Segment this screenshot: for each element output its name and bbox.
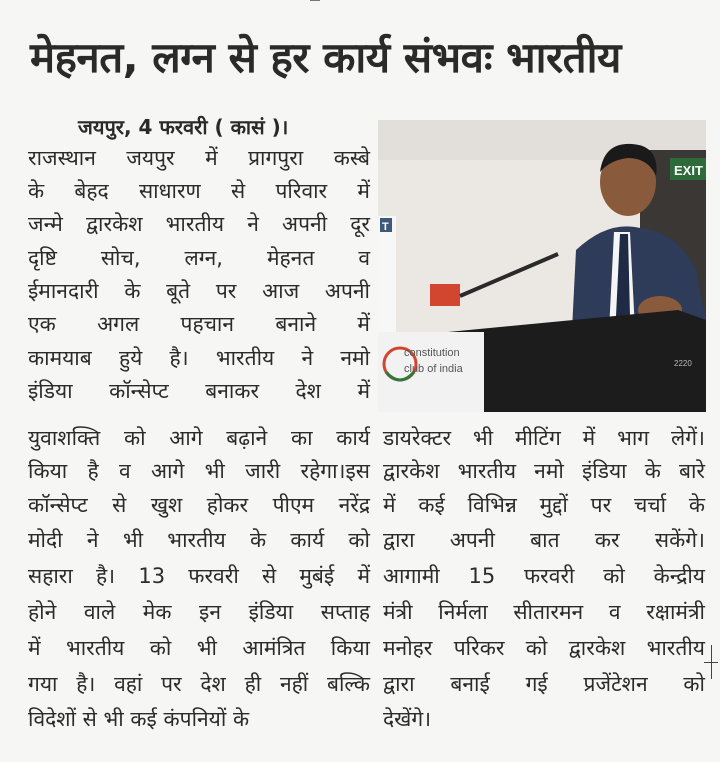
- body-line-left: मोदी ने भी भारतीय के कार्य को: [28, 528, 370, 552]
- podium-label: 2220: [674, 359, 692, 368]
- body-line-left: में भारतीय को भी आमंत्रित किया: [28, 636, 370, 660]
- article-photo: [378, 120, 706, 412]
- logo-text-line1: constitution: [404, 347, 460, 359]
- body-line-left: किया है व आगे भी जारी रहेगा।इस: [28, 459, 370, 483]
- body-line-right: द्वारा बनाई गई प्रजेंटेशन को: [383, 672, 705, 696]
- crop-mark: [310, 0, 320, 5]
- body-line-right: में कई विभिन्न मुद्दों पर चर्चा के: [383, 493, 705, 517]
- body-line-right: देखेंगे।: [383, 707, 432, 731]
- body-line-left: युवाशक्ति को आगे बढ़ाने का कार्य: [28, 426, 370, 450]
- banner-letter: T: [382, 221, 389, 233]
- body-line-left: ईमानदारी के बूते पर आज अपनी: [28, 279, 370, 303]
- body-line-left: राजस्थान जयपुर में प्रागपुरा कस्बे: [28, 146, 370, 170]
- body-line-right: मंत्री निर्मला सीतारमन व रक्षामंत्री: [383, 600, 705, 624]
- body-line-left: इंडिया कॉन्सेप्ट बनाकर देश में: [28, 379, 370, 403]
- body-line-left: गया है। वहां पर देश ही नहीं बल्कि: [28, 672, 370, 696]
- exit-sign-text: EXIT: [674, 163, 703, 178]
- logo-text-line2: club of india: [404, 363, 463, 375]
- body-line-right: आगामी 15 फरवरी को केन्द्रीय: [383, 564, 705, 588]
- body-line-left: दृष्टि सोच, लग्न, मेहनत व: [28, 246, 370, 270]
- headline: मेहनत, लग्न से हर कार्य संभवः भारतीय: [30, 33, 621, 82]
- registration-mark: [704, 645, 718, 679]
- dateline: जयपुर, 4 फरवरी ( कासं )।: [78, 115, 289, 139]
- body-line-left: होने वाले मेक इन इंडिया सप्ताह: [28, 600, 370, 624]
- red-device: [430, 284, 460, 306]
- body-line-left: विदेशों से भी कई कंपनियों के: [28, 707, 250, 731]
- body-line-left: के बेहद साधारण से परिवार में: [28, 179, 370, 203]
- body-line-right: डायरेक्टर भी मीटिंग में भाग लेगें।: [383, 426, 705, 450]
- body-line-left: सहारा है। 13 फरवरी से मुबंई में: [28, 564, 370, 588]
- registration-mark-horizontal: [704, 662, 718, 663]
- body-line-left: कामयाब हुये है। भारतीय ने नमो: [28, 346, 370, 370]
- body-line-left: कॉन्सेप्ट से खुश होकर पीएम नरेंद्र: [28, 493, 370, 517]
- body-line-left: जन्मे द्वारकेश भारतीय ने अपनी दूर: [28, 212, 370, 236]
- body-line-right: मनोहर परिकर को द्वारकेश भारतीय: [383, 636, 705, 660]
- body-line-right: द्वारकेश भारतीय नमो इंडिया के बारे: [383, 459, 705, 483]
- body-line-right: द्वारा अपनी बात कर सकेंगे।: [383, 528, 705, 552]
- body-line-left: एक अगल पहचान बनाने में: [28, 312, 370, 336]
- speaker-photo-illustration: [378, 120, 706, 412]
